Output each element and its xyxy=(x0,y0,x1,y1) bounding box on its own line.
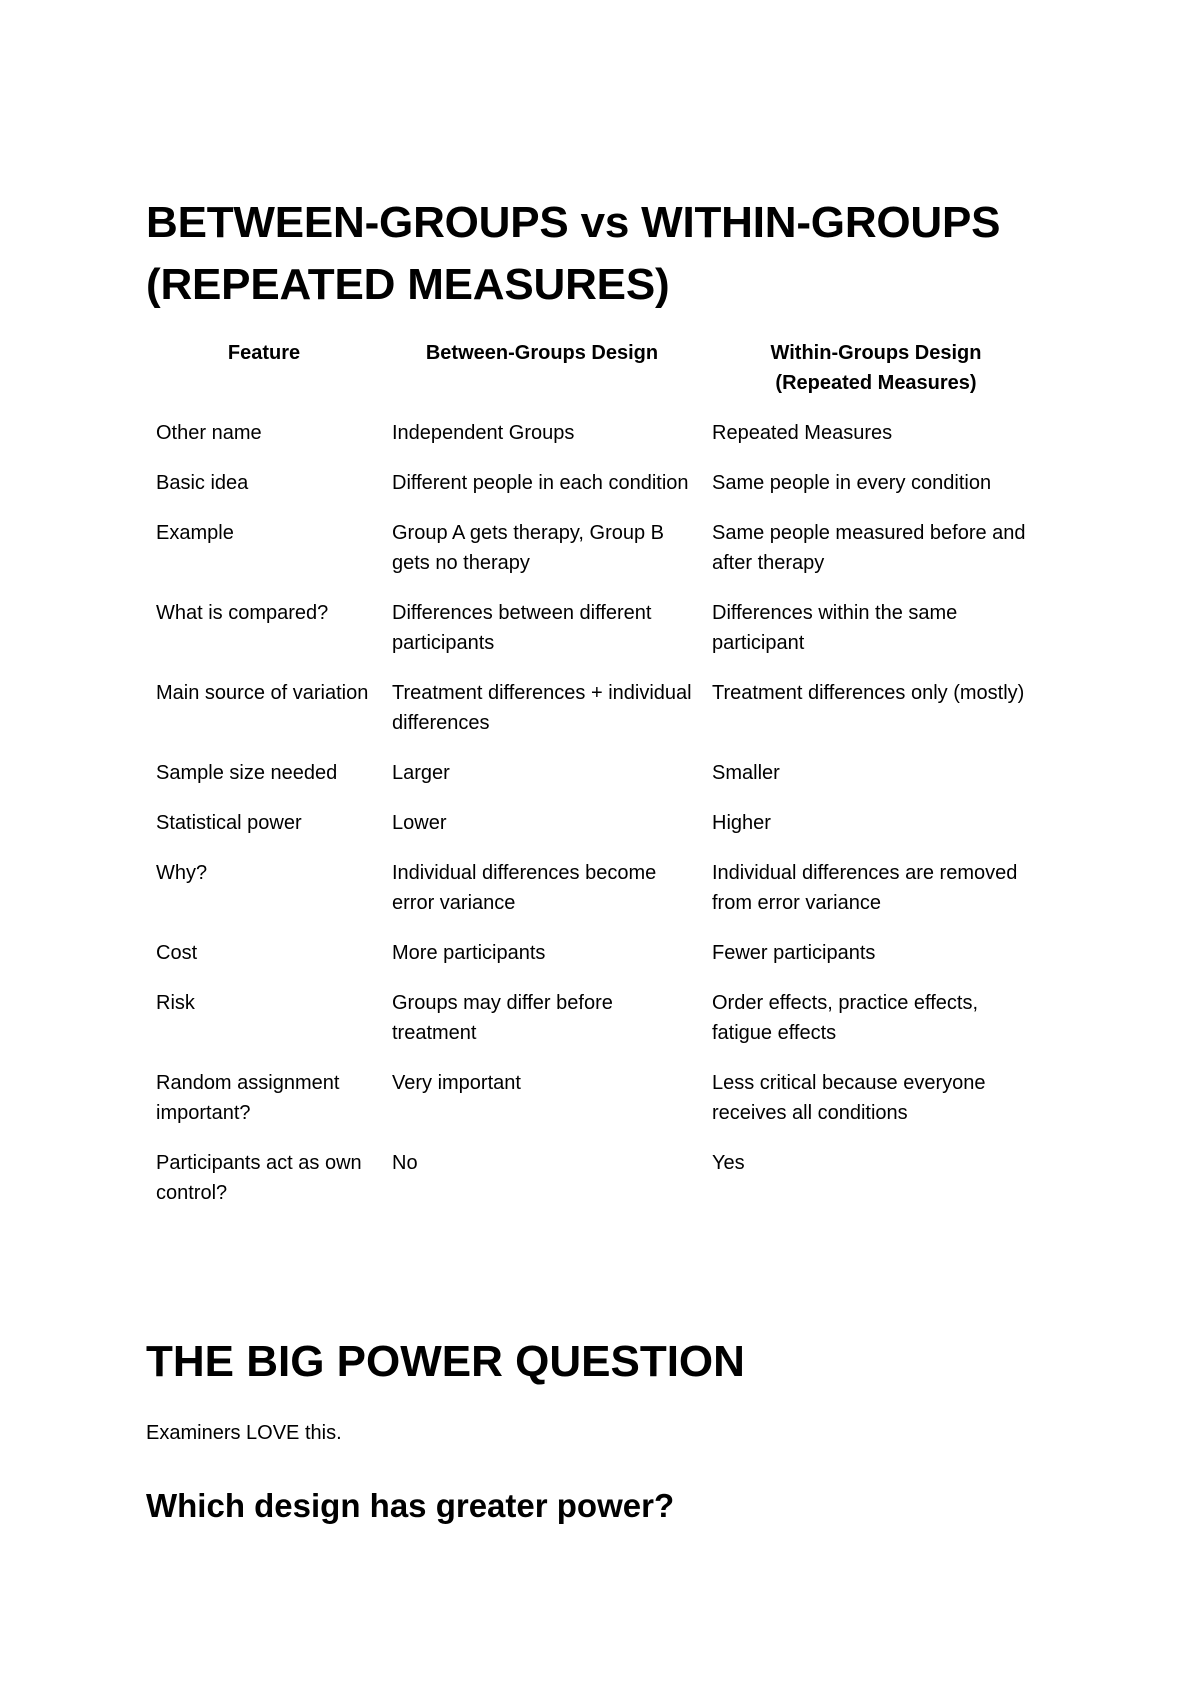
comparison-table xyxy=(146,334,1050,1224)
table-row xyxy=(146,514,1050,594)
cell-between: More participants xyxy=(392,942,546,964)
cell-feature: Risk xyxy=(156,992,195,1014)
table-row xyxy=(146,594,1050,674)
cell-feature: Random assignment important? xyxy=(156,1072,340,1124)
header-within-groups xyxy=(702,334,1050,414)
cell-within: Order effects, practice effects, fatigue effects xyxy=(712,992,979,1044)
table-row xyxy=(146,804,1050,854)
cell-between: No xyxy=(392,1152,418,1174)
cell-within: Higher xyxy=(712,812,771,834)
page-title-line-1: BETWEEN-GROUPS vs WITHIN-GROUPS xyxy=(146,198,1001,247)
header-feature: Feature xyxy=(227,342,301,364)
cell-within: Smaller xyxy=(712,762,780,784)
cell-between: Independent Groups xyxy=(392,422,575,444)
intro-text: Examiners LOVE this. xyxy=(146,1422,342,1444)
cell-within: Less critical because everyone receives all conditions xyxy=(712,1072,986,1124)
table-row xyxy=(146,984,1050,1064)
cell-feature: Why? xyxy=(156,862,208,884)
cell-between: Groups may differ before treatment xyxy=(392,992,613,1044)
header-within-line-1: Within-Groups Design xyxy=(770,342,982,364)
cell-between: Individual differences become error variance xyxy=(392,862,657,914)
page-title-line-2: (REPEATED MEASURES) xyxy=(146,260,670,309)
cell-within: Treatment differences only (mostly) xyxy=(712,682,1025,704)
table-row xyxy=(146,1144,1050,1224)
cell-feature: Statistical power xyxy=(156,812,302,834)
cell-feature: Basic idea xyxy=(156,472,249,494)
cell-within: Same people in every condition xyxy=(712,472,992,494)
table-row xyxy=(146,934,1050,984)
cell-between: Group A gets therapy, Group B gets no therapy xyxy=(392,522,665,574)
cell-within: Fewer participants xyxy=(712,942,876,964)
cell-within: Individual differences are removed from error variance xyxy=(712,862,1018,914)
page-title xyxy=(146,192,1000,316)
cell-feature: Sample size needed xyxy=(156,762,338,784)
table-row xyxy=(146,414,1050,464)
cell-feature: Participants act as own control? xyxy=(156,1152,362,1204)
table-row xyxy=(146,754,1050,804)
table-row xyxy=(146,1064,1050,1144)
cell-within: Same people measured before and after therapy xyxy=(712,522,1026,574)
cell-between: Differences between different participants xyxy=(392,602,652,654)
cell-between: Very important xyxy=(392,1072,521,1094)
cell-feature: Other name xyxy=(156,422,262,444)
cell-within: Yes xyxy=(712,1152,745,1174)
question-heading: Which design has greater power? xyxy=(146,1487,675,1524)
table-row xyxy=(146,464,1050,514)
table-row xyxy=(146,674,1050,754)
cell-feature: What is compared? xyxy=(156,602,329,624)
cell-between: Lower xyxy=(392,812,447,834)
header-within-line-2: (Repeated Measures) xyxy=(775,372,977,394)
table-header-row xyxy=(146,334,1050,414)
cell-between: Treatment differences + individual differences xyxy=(392,682,692,734)
cell-feature: Example xyxy=(156,522,234,544)
cell-between: Different people in each condition xyxy=(392,472,689,494)
cell-within: Differences within the same participant xyxy=(712,602,958,654)
cell-feature: Cost xyxy=(156,942,198,964)
cell-feature: Main source of variation xyxy=(156,682,369,704)
cell-within: Repeated Measures xyxy=(712,422,893,444)
header-between-groups: Between-Groups Design xyxy=(425,342,659,364)
cell-between: Larger xyxy=(392,762,450,784)
table-row xyxy=(146,854,1050,934)
section-title: THE BIG POWER QUESTION xyxy=(146,1337,745,1386)
